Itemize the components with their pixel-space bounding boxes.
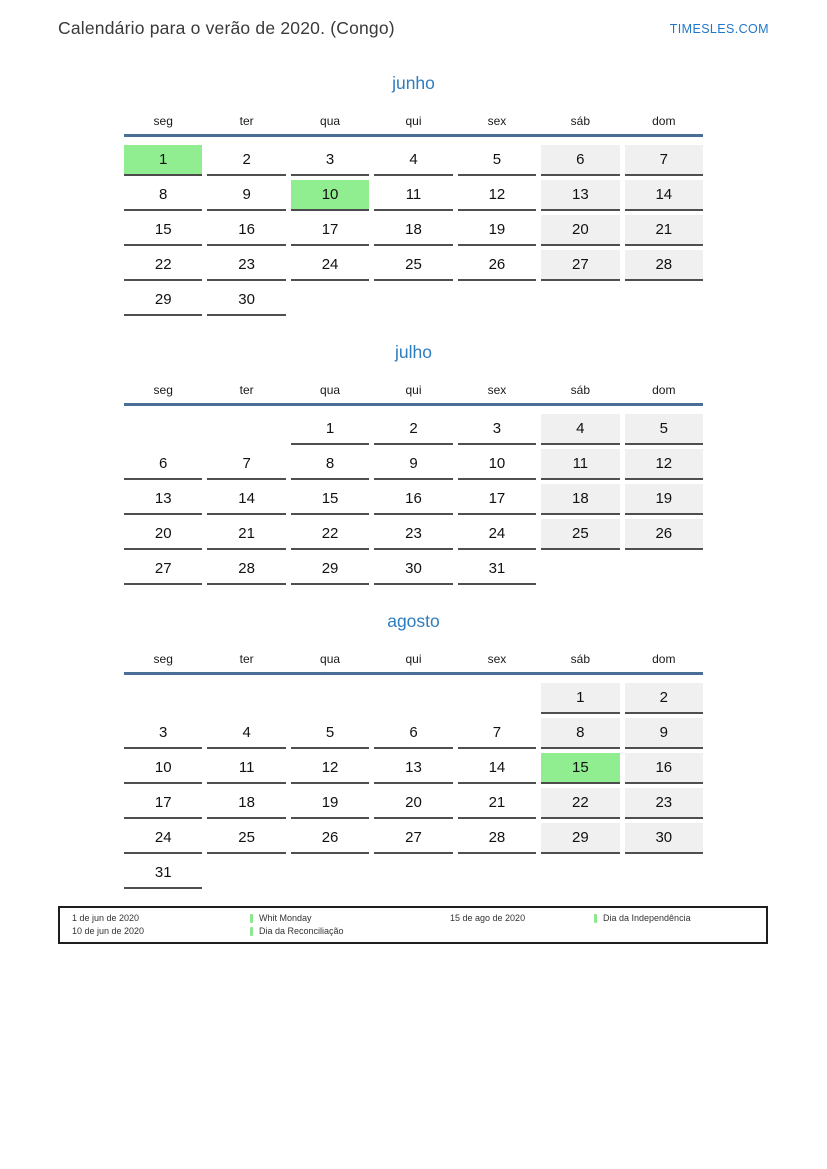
day-cell: 23 [374, 519, 452, 550]
day-cell: 5 [458, 145, 536, 176]
day-cell: 10 [458, 449, 536, 480]
day-cell: 10 [124, 753, 202, 784]
day-cell: 5 [291, 718, 369, 749]
legend-holiday-label: Dia da Reconciliação [259, 926, 344, 936]
weekday-row [124, 644, 703, 672]
day-cell: 25 [374, 250, 452, 281]
day-cell: 2 [207, 145, 285, 176]
weekday-label: dom [652, 383, 676, 397]
day-cell: 6 [124, 449, 202, 480]
holiday-marker-icon [594, 914, 597, 923]
day-cell: 7 [207, 449, 285, 480]
day-cell: 16 [625, 753, 703, 784]
legend-dates [450, 912, 594, 925]
day-cell: 6 [541, 145, 619, 176]
empty-cell [207, 414, 285, 443]
day-cell: 1 [124, 145, 202, 176]
header-rule [124, 672, 703, 675]
day-cell: 2 [625, 683, 703, 714]
day-cell: 21 [207, 519, 285, 550]
day-cell: 1 [291, 414, 369, 445]
empty-cell [207, 683, 285, 712]
weekday-label: qui [405, 652, 422, 666]
day-cell: 27 [541, 250, 619, 281]
day-cell: 31 [124, 858, 202, 889]
legend-holiday-label: Whit Monday [259, 913, 312, 923]
month-julho [124, 339, 703, 585]
empty-cell [374, 285, 452, 314]
day-cell: 11 [541, 449, 619, 480]
weekday-label: seg [153, 383, 173, 397]
day-cell: 28 [207, 554, 285, 585]
day-cell: 10 [291, 180, 369, 211]
day-cell: 26 [291, 823, 369, 854]
day-cell: 15 [541, 753, 619, 784]
day-cell: 27 [124, 554, 202, 585]
day-cell: 26 [458, 250, 536, 281]
empty-cell [458, 858, 536, 887]
legend-dates [72, 912, 250, 938]
header-rule [124, 134, 703, 137]
weekday-label: qua [320, 652, 341, 666]
day-cell: 30 [374, 554, 452, 585]
day-cell: 24 [124, 823, 202, 854]
day-cell: 19 [625, 484, 703, 515]
day-cell: 23 [625, 788, 703, 819]
day-cell: 9 [207, 180, 285, 211]
day-cell: 11 [207, 753, 285, 784]
day-cell: 20 [124, 519, 202, 550]
month-title: julho [395, 342, 432, 362]
day-cell: 6 [374, 718, 452, 749]
legend-date: 10 de jun de 2020 [72, 926, 145, 936]
weekday-label: seg [153, 652, 173, 666]
weekday-label: dom [652, 114, 676, 128]
empty-cell [458, 683, 536, 712]
site-link[interactable]: TIMESLES.COM [669, 22, 769, 36]
day-cell: 27 [374, 823, 452, 854]
day-cell: 3 [291, 145, 369, 176]
legend-holiday [250, 925, 450, 938]
holiday-marker-icon [250, 914, 253, 923]
day-cell: 19 [291, 788, 369, 819]
day-cell: 17 [291, 215, 369, 246]
day-cell: 24 [458, 519, 536, 550]
empty-cell [291, 683, 369, 712]
weekday-row [124, 375, 703, 403]
day-cell: 9 [625, 718, 703, 749]
day-cell: 14 [458, 753, 536, 784]
day-cell: 14 [207, 484, 285, 515]
calendar [124, 70, 703, 912]
weekday-label: qui [405, 114, 422, 128]
month-title: junho [392, 73, 435, 93]
day-cell: 15 [291, 484, 369, 515]
holiday-marker-icon [250, 927, 253, 936]
day-cell: 13 [541, 180, 619, 211]
day-cell: 23 [207, 250, 285, 281]
day-grid [124, 145, 703, 316]
legend-holiday [594, 912, 766, 925]
empty-cell [374, 683, 452, 712]
legend [58, 906, 768, 944]
day-cell: 24 [291, 250, 369, 281]
empty-cell [124, 414, 202, 443]
day-cell: 9 [374, 449, 452, 480]
day-cell: 21 [458, 788, 536, 819]
day-cell: 18 [541, 484, 619, 515]
day-cell: 29 [124, 285, 202, 316]
day-cell: 18 [374, 215, 452, 246]
weekday-label: seg [153, 114, 173, 128]
day-cell: 28 [625, 250, 703, 281]
day-cell: 18 [207, 788, 285, 819]
weekday-label: sáb [570, 383, 591, 397]
day-cell: 25 [541, 519, 619, 550]
day-cell: 28 [458, 823, 536, 854]
empty-cell [625, 858, 703, 887]
day-cell: 1 [541, 683, 619, 714]
empty-cell [625, 554, 703, 583]
day-cell: 29 [291, 554, 369, 585]
day-cell: 13 [124, 484, 202, 515]
day-cell: 8 [124, 180, 202, 211]
weekday-label: dom [652, 652, 676, 666]
weekday-label: sáb [570, 652, 591, 666]
weekday-label: ter [239, 114, 254, 128]
day-cell: 30 [625, 823, 703, 854]
day-cell: 16 [207, 215, 285, 246]
weekday-label: sex [487, 383, 507, 397]
day-cell: 22 [541, 788, 619, 819]
weekday-label: ter [239, 383, 254, 397]
day-cell: 3 [458, 414, 536, 445]
day-cell: 17 [458, 484, 536, 515]
day-cell: 22 [124, 250, 202, 281]
legend-holidays [594, 912, 766, 925]
header [58, 18, 769, 39]
month-junho [124, 70, 703, 316]
day-cell: 4 [207, 718, 285, 749]
weekday-label: qui [405, 383, 422, 397]
empty-cell [291, 285, 369, 314]
day-cell: 20 [374, 788, 452, 819]
legend-holidays [250, 912, 450, 938]
day-cell: 12 [291, 753, 369, 784]
weekday-label: qua [320, 114, 341, 128]
empty-cell [625, 285, 703, 314]
empty-cell [541, 285, 619, 314]
weekday-label: ter [239, 652, 254, 666]
empty-cell [124, 683, 202, 712]
day-cell: 8 [291, 449, 369, 480]
day-cell: 12 [458, 180, 536, 211]
weekday-row [124, 106, 703, 134]
day-cell: 29 [541, 823, 619, 854]
day-cell: 2 [374, 414, 452, 445]
empty-cell [291, 858, 369, 887]
day-cell: 13 [374, 753, 452, 784]
empty-cell [541, 858, 619, 887]
day-cell: 31 [458, 554, 536, 585]
weekday-label: qua [320, 383, 341, 397]
legend-holiday-label: Dia da Independência [603, 913, 691, 923]
day-grid [124, 683, 703, 889]
legend-holiday [250, 912, 450, 925]
weekday-label: sex [487, 652, 507, 666]
day-cell: 16 [374, 484, 452, 515]
day-cell: 15 [124, 215, 202, 246]
month-title: agosto [387, 611, 440, 631]
empty-cell [207, 858, 285, 887]
day-cell: 22 [291, 519, 369, 550]
empty-cell [541, 554, 619, 583]
day-cell: 25 [207, 823, 285, 854]
day-cell: 3 [124, 718, 202, 749]
weekday-label: sex [487, 114, 507, 128]
day-cell: 11 [374, 180, 452, 211]
day-cell: 12 [625, 449, 703, 480]
day-cell: 7 [458, 718, 536, 749]
day-grid [124, 414, 703, 585]
day-cell: 5 [625, 414, 703, 445]
month-agosto [124, 608, 703, 889]
day-cell: 17 [124, 788, 202, 819]
day-cell: 26 [625, 519, 703, 550]
day-cell: 4 [374, 145, 452, 176]
day-cell: 7 [625, 145, 703, 176]
day-cell: 30 [207, 285, 285, 316]
day-cell: 21 [625, 215, 703, 246]
weekday-label: sáb [570, 114, 591, 128]
day-cell: 4 [541, 414, 619, 445]
page-title: Calendário para o verão de 2020. (Congo) [58, 18, 395, 38]
header-rule [124, 403, 703, 406]
day-cell: 19 [458, 215, 536, 246]
day-cell: 20 [541, 215, 619, 246]
day-cell: 14 [625, 180, 703, 211]
legend-date: 15 de ago de 2020 [450, 913, 526, 923]
legend-date: 1 de jun de 2020 [72, 913, 140, 923]
empty-cell [374, 858, 452, 887]
day-cell: 8 [541, 718, 619, 749]
empty-cell [458, 285, 536, 314]
